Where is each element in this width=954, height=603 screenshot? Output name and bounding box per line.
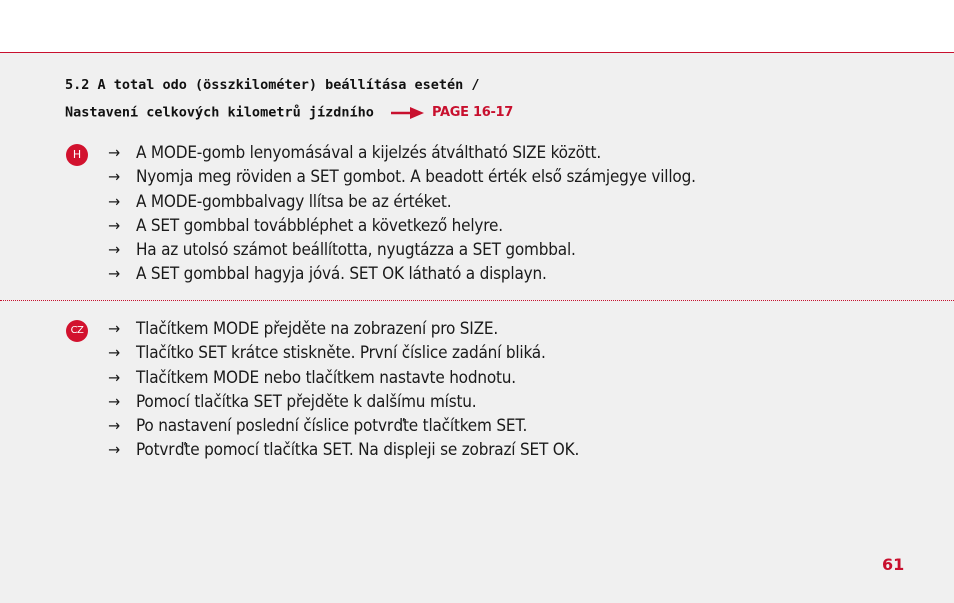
instruction-list-cz (108, 317, 579, 463)
heading-line-2-text: Nastavení celkových kilometrů jízdního (65, 104, 374, 121)
list-item-text: Tlačítkem MODE přejděte na zobrazení pro SIZE. (136, 319, 498, 339)
list-item-text: A SET gombbal hagyja jóvá. SET OK látható a displayn. (136, 264, 547, 285)
language-badge-h: H (66, 144, 88, 166)
section-heading (65, 72, 513, 127)
list-item (108, 165, 696, 189)
arrow-right-icon: → (108, 343, 120, 363)
list-item (108, 317, 579, 341)
arrow-right-icon: → (108, 191, 120, 211)
top-band (0, 0, 954, 53)
arrow-right-icon: → (108, 416, 120, 436)
list-item (108, 238, 696, 262)
page-reference[interactable] (390, 99, 513, 126)
list-item (108, 190, 696, 214)
list-item (108, 390, 579, 414)
list-item (108, 262, 696, 286)
arrow-right-icon: → (108, 264, 120, 284)
list-item-text: Po nastavení poslední číslice potvrďte tlačítkem SET. (136, 416, 528, 437)
list-item-text: Nyomja meg röviden a SET gombot. A beadott érték első számjegye villog. (136, 167, 696, 188)
list-item-text: A SET gombbal továbbléphet a következő helyre. (136, 215, 503, 236)
heading-line-1: 5.2 A total odo (összkilométer) beállítása esetén / (65, 77, 480, 93)
instruction-list-hu (108, 141, 696, 287)
heading-line-2 (65, 99, 513, 127)
arrow-right-icon: → (108, 367, 120, 387)
list-item-text: A MODE-gombbalvagy llítsa be az értéket. (136, 191, 452, 212)
arrow-right-icon: → (108, 167, 120, 187)
list-item (108, 366, 579, 390)
right-arrow-icon (390, 106, 426, 120)
list-item-text: Potvrďte pomocí tlačítka SET. Na displeji se zobrazí SET OK. (136, 440, 580, 461)
list-item (108, 214, 696, 238)
list-item (108, 438, 579, 462)
list-item (108, 141, 696, 165)
list-item-text: Pomocí tlačítka SET přejděte k dalšímu místu. (136, 391, 477, 412)
arrow-right-icon: → (108, 391, 120, 411)
arrow-right-icon: → (108, 440, 120, 460)
list-item-text: Ha az utolsó számot beállította, nyugtázza a SET gombbal. (136, 240, 576, 261)
list-item-text: Tlačítko SET krátce stiskněte. První číslice zadání bliká. (136, 343, 546, 364)
page-number: 61 (882, 555, 905, 574)
list-item-text: A MODE-gomb lenyomásával a kijelzés átváltható SIZE között. (136, 143, 601, 163)
list-item (108, 414, 579, 438)
list-item-text: Tlačítkem MODE nebo tlačítkem nastavte hodnotu. (136, 367, 516, 388)
list-item (108, 341, 579, 365)
arrow-right-icon: → (108, 319, 120, 338)
page-reference-label: PAGE 16-17 (432, 105, 514, 120)
language-badge-cz: CZ (66, 320, 88, 342)
arrow-right-icon: → (108, 143, 120, 162)
arrow-right-icon: → (108, 240, 120, 260)
arrow-right-icon: → (108, 215, 120, 235)
dotted-divider (0, 300, 954, 301)
